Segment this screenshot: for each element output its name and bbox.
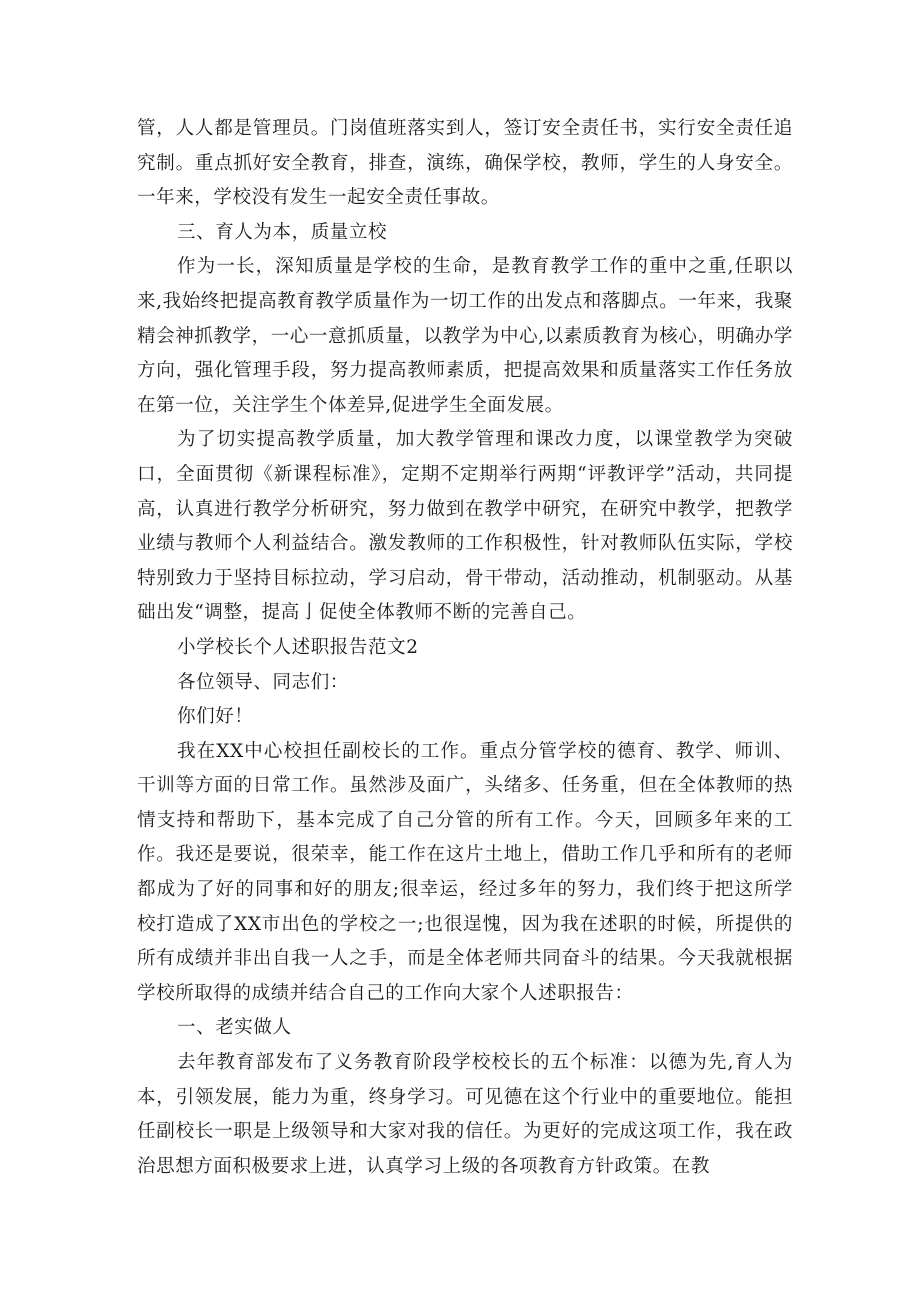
report-title-2: 小学校长个人述职报告范文2 — [177, 636, 419, 658]
section-heading-honest: 一、老实做人 — [177, 1017, 292, 1039]
document-body — [137, 112, 793, 1184]
paragraph-quality-core: 作为一长，深知质量是学校的生命，是教育教学工作的重中之重,任职以来,我始终把提高教育教学质量作为一切工作的出发点和落脚点。一年来，我聚精会神抓教学，一心一意抓质量，以教学为中心,以素质教育为核心，明确办学方向，强化管理手段，努力提高教师素质，把提高效果和质量落实工作任务放在第一位，关注学生个体差异,促进学生全面发展。 — [137, 256, 793, 416]
salutation: 各位领导、同志们： — [177, 671, 349, 693]
greeting: 你们好！ — [177, 706, 254, 728]
paragraph-teaching-reform: 为了切实提高教学质量，加大教学管理和课改力度，以课堂教学为突破口，全面贯彻《新课程标准》，定期不定期举行两期“评教评学”活动，共同提高，认真进行教学分析研究，努力做到在教学中研究，在研究中教学，把教学业绩与教师个人利益结合。激发教师的工作积极性，针对教师队伍实际，学校特别致力于坚持目标拉动，学习启动，骨干带动，活动推动，机制驱动。从基础出发“调整，提高亅促使全体教师不断的完善自己。 — [137, 429, 793, 624]
paragraph-introduction: 我在XX中心校担任副校长的工作。重点分管学校的德育、教学、师训、干训等方面的日常工作。虽然涉及面广，头绪多、任务重，但在全体教师的热情支持和帮助下，基本完成了自己分管的所有工作。今天，回顾多年来的工作。我还是要说，很荣幸，能工作在这片土地上，借助工作几乎和所有的老师都成为了好的同事和好的朋友;很幸运，经过多年的努力，我们终于把这所学校打造成了XX市出色的学校之一;也很逞愧，因为我在述职的时候，所提供的所有成绩并非出自我一人之手，而是全体老师共同奋斗的结果。今天我就根据学校所取得的成绩并结合自己的工作向大家个人述职报告： — [137, 740, 793, 1004]
paragraph-continued-safety: 管，人人都是管理员。门岗值班落实到人，签订安全责任书，实行安全责任追究制。重点抓好安全教育，排查，演练，确保学校，教师，学生的人身安全。一年来，学校没有发生一起安全责任事故。 — [137, 118, 793, 209]
paragraph-standards: 去年教育部发布了义务教育阶段学校校长的五个标准：以德为先,育人为本，引领发展，能力为重，终身学习。可见德在这个行业中的重要地位。能担任副校长一职是上级领导和大家对我的信任。为更好的完成这项工作，我在政治思想方面积极要求上进，认真学习上级的各项教育方针政策。在教 — [137, 1052, 793, 1177]
section-heading-quality: 三、育人为本，质量立校 — [177, 221, 388, 243]
